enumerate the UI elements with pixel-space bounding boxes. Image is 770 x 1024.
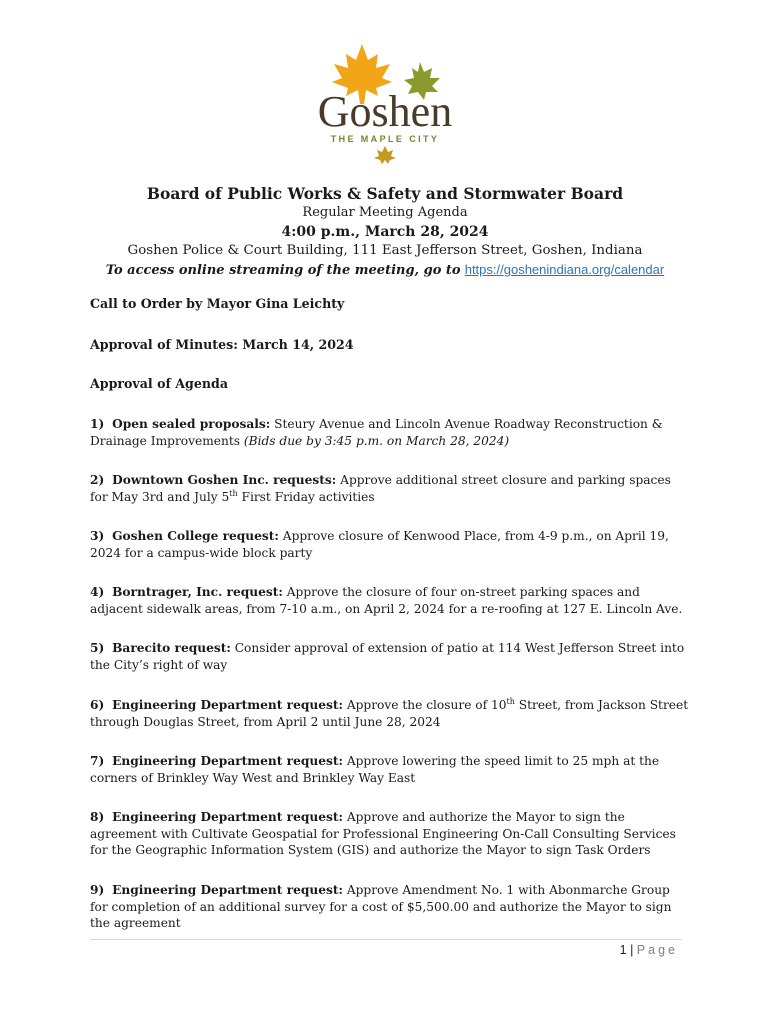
item-label: Open sealed proposals:	[112, 417, 271, 431]
item-text: Steury Avenue and Lincoln Avenue Roadway Reconstruction & Drainage Improvements	[90, 417, 663, 448]
agenda-item-4	[90, 584, 690, 617]
item-number: 8)	[90, 810, 105, 824]
item-text: Approve the closure of four on-street parking spaces and adjacent sidewalk areas, from 7-10 a.m., on April 2, 2024 for a re-roofing at 127 E. Lincoln Ave.	[90, 585, 683, 616]
agenda-item-5	[90, 640, 690, 673]
meeting-time: 4:00 p.m., March 28, 2024	[281, 224, 489, 240]
item-text: Approve closure of Kenwood Place, from 4-9 p.m., on April 19, 2024 for a campus-wide block party	[90, 529, 669, 560]
page-separator: |	[630, 943, 634, 957]
page-number-value: 1	[619, 943, 627, 957]
item-note: (Bids due by 3:45 p.m. on March 28, 2024)	[243, 433, 510, 448]
superscript: th	[229, 488, 238, 498]
item-text: Approve and authorize the Mayor to sign the agreement with Cultivate Geospatial for Professional Engineering On-Call Consulting Services for the Geographic Information System (GIS) and authorize the Mayor to sign Task Orders	[90, 810, 676, 857]
item-number: 3)	[90, 529, 105, 543]
logo-tagline: THE MAPLE CITY	[330, 134, 440, 144]
logo-wordmark: Goshen	[317, 87, 453, 136]
item-label: Engineering Department request:	[112, 754, 343, 768]
item-number: 1)	[90, 417, 105, 431]
item-label: Barecito request:	[112, 641, 231, 655]
call-to-order: Call to Order by Mayor Gina Leichty	[90, 296, 345, 311]
agenda-item-1	[90, 416, 690, 449]
page-word: Page	[636, 943, 678, 957]
agenda-item-3	[90, 528, 690, 561]
streaming-info	[0, 262, 770, 278]
item-number: 4)	[90, 585, 105, 599]
item-text: Approve the closure of 10	[346, 698, 507, 712]
agenda-subtitle: Regular Meeting Agenda	[302, 205, 468, 220]
superscript: th	[506, 697, 515, 706]
item-number: 9)	[90, 883, 105, 897]
item-text: Approve lowering the speed limit to 25 mph at the corners of Brinkley Way West and Brinkley Way East	[90, 754, 660, 785]
maple-leaf-logo-icon	[292, 42, 478, 166]
page-number	[620, 943, 678, 957]
item-label: Engineering Department request:	[112, 883, 343, 897]
board-title: Board of Public Works & Safety and Stormwater Board	[146, 184, 624, 203]
item-text-cont: Street, from Jackson Street through Douglas Street, from April 2 until June 28, 2024	[90, 698, 689, 729]
approval-of-agenda: Approval of Agenda	[90, 376, 228, 391]
item-label: Goshen College request:	[112, 529, 279, 543]
item-label: Downtown Goshen Inc. requests:	[112, 473, 337, 487]
item-text: Approve Amendment No. 1 with Abonmarche Group for completion of an additional survey for a cost of $5,500.00 and authorize the Mayor to sign the agreement	[90, 883, 672, 930]
approval-of-minutes: Approval of Minutes: March 14, 2024	[90, 337, 354, 352]
agenda-item-2	[90, 472, 690, 505]
streaming-text: To access online streaming of the meeting, go to	[105, 263, 461, 278]
goshen-logo	[292, 42, 478, 166]
meeting-location: Goshen Police & Court Building, 111 East Jefferson Street, Goshen, Indiana	[127, 243, 643, 258]
item-text-cont: First Friday activities	[241, 489, 375, 504]
item-text: Approve additional street closure and parking spaces for May 3rd and July 5	[90, 473, 671, 504]
item-label: Engineering Department request:	[112, 698, 343, 712]
agenda-item-9	[90, 882, 690, 932]
item-number: 5)	[90, 641, 105, 655]
item-label: Borntrager, Inc. request:	[112, 585, 283, 599]
item-number: 6)	[90, 698, 105, 712]
calendar-link[interactable]: https://goshenindiana.org/calendar	[464, 262, 665, 277]
agenda-item-8	[90, 809, 690, 859]
item-text: Consider approval of extension of patio at 114 West Jefferson Street into the City’s right of way	[90, 641, 685, 672]
item-number: 7)	[90, 754, 105, 768]
item-number: 2)	[90, 473, 105, 487]
item-label: Engineering Department request:	[112, 810, 343, 824]
agenda-item-7	[90, 753, 690, 786]
agenda-item-6	[90, 697, 690, 730]
footer-divider	[90, 939, 682, 940]
